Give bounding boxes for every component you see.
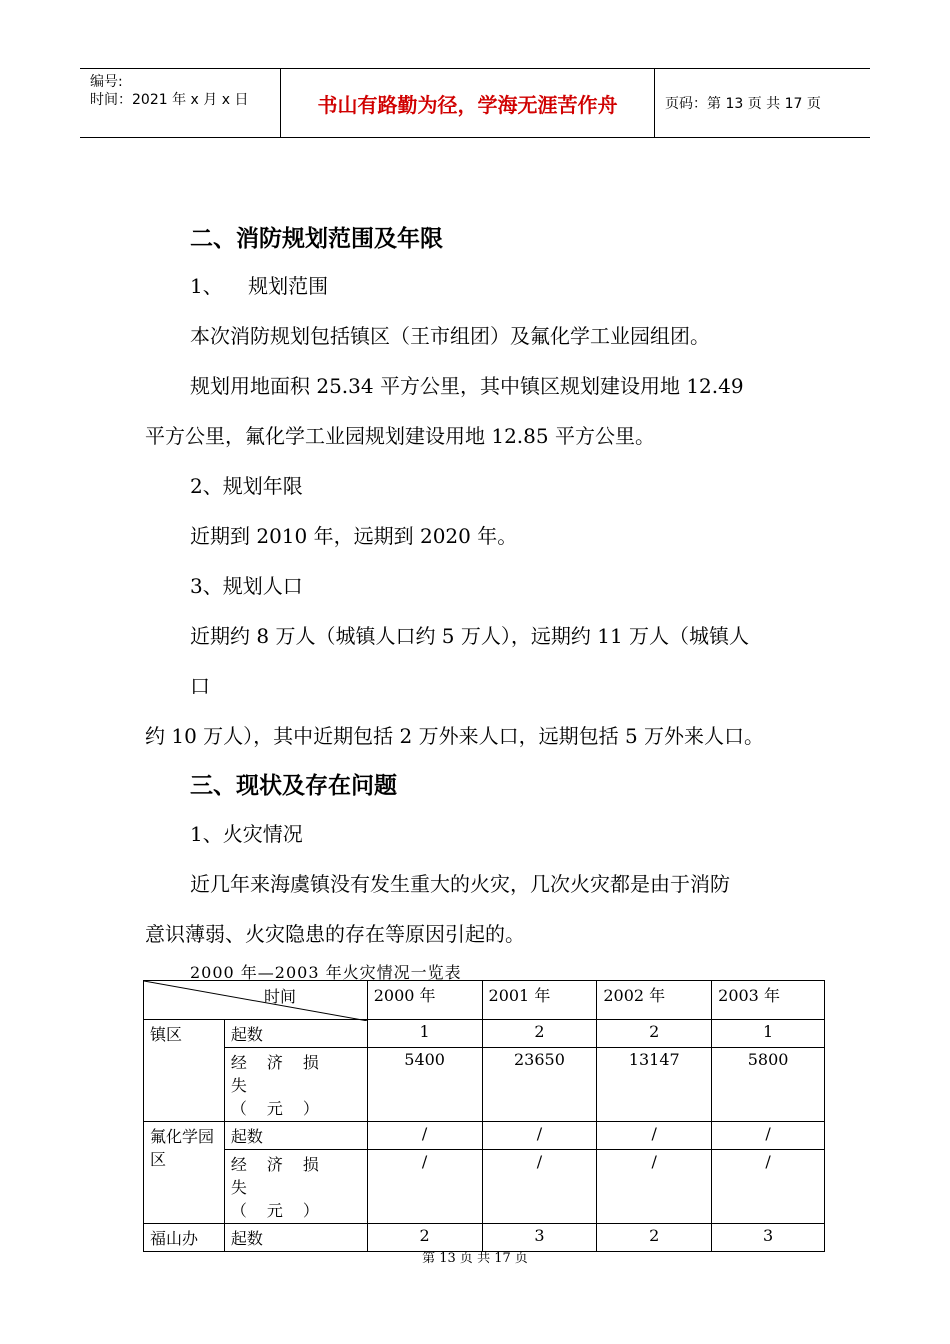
paragraph-area-2: 平方公里，氟化学工业园规划建设用地 12.85 平方公里。 bbox=[145, 424, 655, 448]
region-label: 福山办 bbox=[144, 1224, 225, 1252]
table-cell: 1 bbox=[367, 1020, 482, 1048]
table-cell: / bbox=[597, 1150, 712, 1224]
paragraph-population-3: 约 10 万人），其中近期包括 2 万外来人口，远期包括 5 万外来人口。 bbox=[145, 724, 765, 748]
table-cell: / bbox=[712, 1150, 825, 1224]
region-label: 氟化学园区 bbox=[144, 1122, 225, 1224]
header-motto: 书山有路勤为径，学海无涯苦作舟 bbox=[281, 69, 655, 137]
year-header: 2000 年 bbox=[367, 981, 482, 1020]
subsection-scope: 1、 规划范围 bbox=[190, 274, 329, 298]
table-row bbox=[144, 1048, 825, 1122]
subsection-fire: 1、火灾情况 bbox=[190, 822, 303, 846]
subsection-years: 2、规划年限 bbox=[190, 474, 303, 498]
fire-statistics-table bbox=[143, 980, 825, 1252]
table-cell: / bbox=[482, 1150, 597, 1224]
paragraph-fire-2: 意识薄弱、火灾隐患的存在等原因引起的。 bbox=[145, 922, 525, 946]
metric-label: 起数 bbox=[224, 1020, 367, 1048]
table-cell: 2 bbox=[482, 1020, 597, 1048]
table-corner-cell bbox=[144, 981, 368, 1020]
header-time: 时间：2021 年 x 月 x 日 bbox=[90, 92, 249, 108]
table-cell: 2 bbox=[597, 1020, 712, 1048]
table-cell: 3 bbox=[712, 1224, 825, 1252]
metric-label: 起数 bbox=[224, 1224, 367, 1252]
metric-label: 经济损失（元） bbox=[224, 1048, 367, 1122]
metric-label: 起数 bbox=[224, 1122, 367, 1150]
table-cell: 5400 bbox=[367, 1048, 482, 1122]
table-cell: / bbox=[712, 1122, 825, 1150]
table-cell: 1 bbox=[712, 1020, 825, 1048]
table-cell: 3 bbox=[482, 1224, 597, 1252]
table-cell: 2 bbox=[597, 1224, 712, 1252]
region-label: 镇区 bbox=[144, 1020, 225, 1122]
table-row bbox=[144, 1020, 825, 1048]
subsection-population: 3、规划人口 bbox=[190, 574, 303, 598]
page-header bbox=[80, 68, 870, 138]
header-meta bbox=[80, 69, 281, 137]
header-page: 页码：第 13 页 共 17 页 bbox=[665, 96, 821, 112]
table-cell: 13147 bbox=[597, 1048, 712, 1122]
paragraph-area-1: 规划用地面积 25.34 平方公里，其中镇区规划建设用地 12.49 bbox=[190, 374, 744, 398]
year-header: 2002 年 bbox=[597, 981, 712, 1020]
diagonal-line bbox=[144, 981, 368, 1021]
table-cell: / bbox=[482, 1122, 597, 1150]
paragraph-population-1: 近期约 8 万人（城镇人口约 5 万人），远期约 11 万人（城镇人 bbox=[190, 624, 750, 648]
table-row bbox=[144, 1122, 825, 1150]
section-heading-2: 二、消防规划范围及年限 bbox=[190, 226, 443, 252]
table-cell: 5800 bbox=[712, 1048, 825, 1122]
table-row bbox=[144, 1150, 825, 1224]
table-cell: / bbox=[367, 1150, 482, 1224]
year-header: 2001 年 bbox=[482, 981, 597, 1020]
paragraph-years: 近期到 2010 年，远期到 2020 年。 bbox=[190, 524, 518, 548]
table-cell: / bbox=[367, 1122, 482, 1150]
header-number: 编号: bbox=[90, 74, 123, 90]
table-cell: / bbox=[597, 1122, 712, 1150]
table-cell: 2 bbox=[367, 1224, 482, 1252]
year-header: 2003 年 bbox=[712, 981, 825, 1020]
section-heading-3: 三、现状及存在问题 bbox=[190, 773, 397, 799]
table-header-row bbox=[144, 981, 825, 1020]
table-cell: 23650 bbox=[482, 1048, 597, 1122]
table-caption: 2000 年—2003 年火灾情况一览表 bbox=[190, 963, 462, 982]
paragraph-fire-1: 近几年来海虞镇没有发生重大的火灾，几次火灾都是由于消防 bbox=[190, 872, 730, 896]
paragraph-population-2: 口 bbox=[190, 674, 210, 698]
corner-label: 时间 bbox=[264, 987, 297, 1006]
page-footer: 第 13 页 共 17 页 bbox=[422, 1251, 528, 1266]
metric-label: 经济损失（元） bbox=[224, 1150, 367, 1224]
paragraph-scope: 本次消防规划包括镇区（王市组团）及氟化学工业园组团。 bbox=[190, 324, 710, 348]
